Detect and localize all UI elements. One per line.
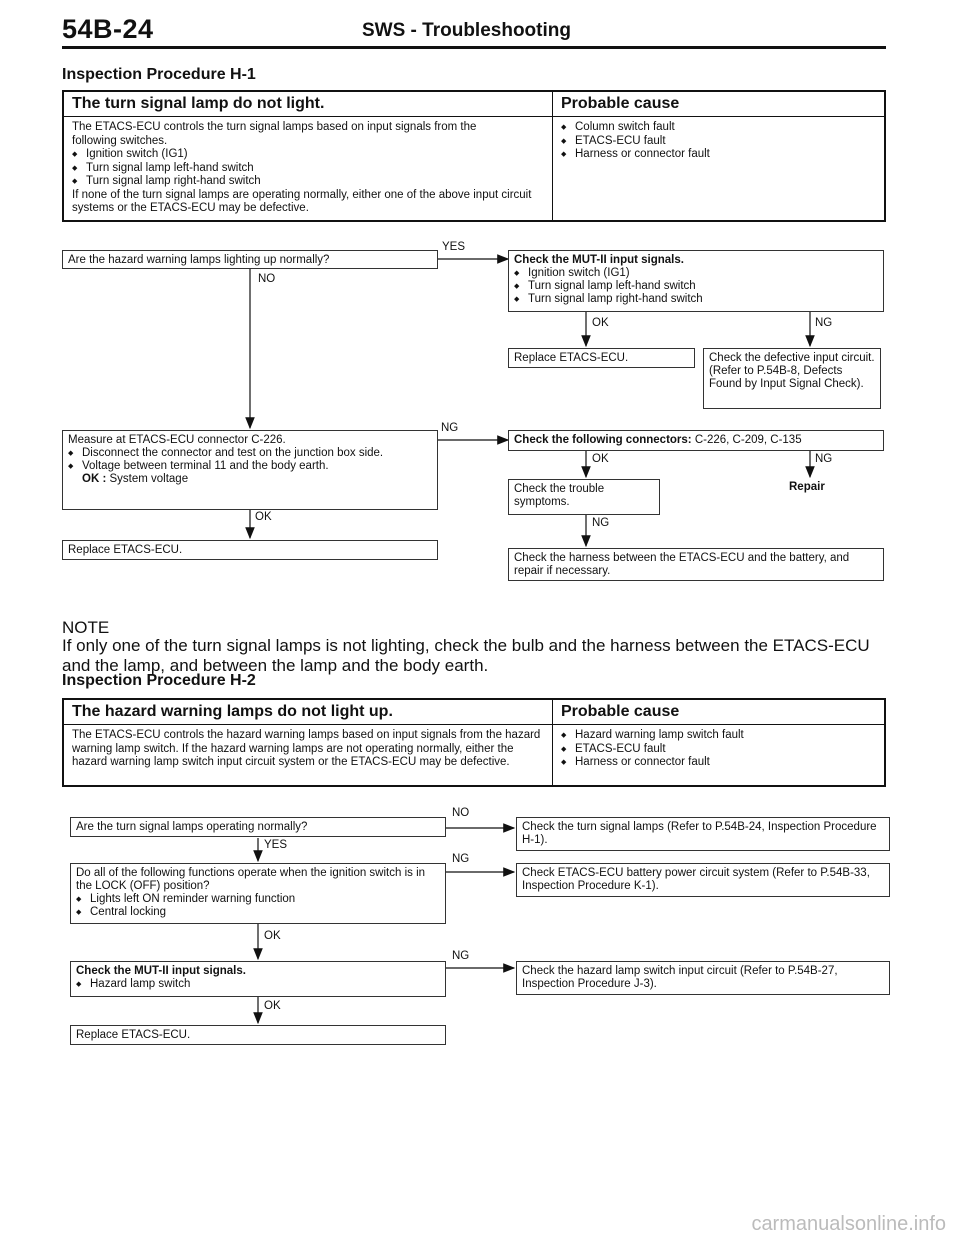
h1-switch-item: ◆ Turn signal lamp right-hand switch [72,175,544,189]
h2-battery-check: Check ETACS-ECU battery power circuit system (Refer to P.54B-33, Inspection Procedure K-1). [516,863,890,897]
h2-title: Inspection Procedure H-2 [62,672,256,689]
h1-cause-item: ◆ Harness or connector fault [561,148,876,162]
h2-mut-item: ◆ Hazard lamp switch [76,978,440,991]
h1-measure-title: Measure at ETACS-ECU connector C-226. [68,434,286,446]
h2-q2-ok: OK [264,930,281,942]
h1-measure-ok: OK [255,511,272,523]
h1-label-no: NO [258,273,276,285]
h1-mut-ng: NG [815,317,833,329]
h2-q-functions [70,863,446,924]
h2-description: The ETACS-ECU controls the hazard warning lamps based on input signals from the hazard warning lamp switch. If the hazard warning lamps are not operating normally, either the hazard warning lamp switch input circuit system or the ETACS-ECU may be defective. [63,725,553,787]
h1-trouble-symptoms: Check the trouble symptoms. [508,479,660,515]
h1-connectors-list: C-226, C-209, C-135 [694,434,802,446]
note-body: If only one of the turn signal lamps is not lighting, check the bulb and the harness between the ETACS-ECU and the lamp, and between the lamp and the body earth. [62,636,870,675]
h2-replace-ecu: Replace ETACS-ECU. [70,1025,446,1045]
h1-trouble-ng: NG [592,517,610,529]
h2-q2-text: Do all of the following functions operate when the ignition switch is in the LOCK (OFF) position? [76,867,426,892]
h1-title: Inspection Procedure H-1 [62,66,256,83]
h1-replace-ecu-2: Replace ETACS-ECU. [62,540,438,560]
h1-label-yes: YES [442,241,466,253]
h1-repair: Repair [789,481,825,493]
note-title: NOTE [62,618,110,637]
h1-q-hazard: Are the hazard warning lamps lighting up normally? [62,250,438,269]
h1-conn-ng: NG [815,453,833,465]
h2-mut-box [70,961,446,997]
h1-defective-input: Check the defective input circuit. (Refer to P.54B-8, Defects Found by Input Signal Check). [703,348,881,409]
h1-cause-item: ◆ ETACS-ECU fault [561,135,876,149]
h1-harness-check: Check the harness between the ETACS-ECU and the battery, and repair if necessary. [508,548,884,581]
h1-connectors-title: Check the following connectors: [514,434,692,446]
h1-symptom-header: The turn signal lamp do not light. [63,91,553,117]
h2-hazard-check: Check the hazard lamp switch input circuit (Refer to P.54B-27, Inspection Procedure J-3). [516,961,890,995]
h1-desc-line2: following switches. [72,134,168,147]
h1-measure-ok-label: OK : [82,473,107,485]
h2-q2-item: ◆ Lights left ON reminder warning function [76,893,440,906]
h1-mut-title: Check the MUT-II input signals. [514,254,684,266]
h1-cause-item: ◆ Column switch fault [561,121,876,135]
h2-symptom-header: The hazard warning lamps do not light up. [63,699,553,725]
h2-cause-header: Probable cause [553,699,886,725]
h2-q-turn: Are the turn signal lamps operating normally? [70,817,446,837]
h1-measure-ok-value: System voltage [109,473,189,485]
h2-q2-ng: NG [452,853,470,865]
h2-cause-item: ◆ Hazard warning lamp switch fault [561,729,876,743]
h2-causes [553,725,886,787]
watermark: carmanualsonline.info [751,1213,946,1235]
h2-label-yes: YES [264,839,288,851]
h1-mut-box [508,250,884,312]
h2-table [62,698,886,787]
page-code: 54B-24 [62,14,154,44]
h1-measure-item: ◆ Voltage between terminal 11 and the body earth. [68,460,432,473]
h1-mut-item: ◆ Turn signal lamp left-hand switch [514,280,878,293]
h1-desc-line1: The ETACS-ECU controls the turn signal lamps based on input signals from the [72,121,477,133]
h2-cause-item: ◆ ETACS-ECU fault [561,743,876,757]
h1-connectors-box [508,430,884,451]
h1-cause-header: Probable cause [553,91,886,117]
h2-cause-item: ◆ Harness or connector fault [561,756,876,770]
h1-measure-item: ◆ Disconnect the connector and test on the junction box side. [68,447,432,460]
h1-switch-item: ◆ Ignition switch (IG1) [72,148,544,162]
h1-measure-box [62,430,438,510]
h2-mut-ok: OK [264,1000,281,1012]
h1-mut-item: ◆ Turn signal lamp right-hand switch [514,293,878,306]
h1-replace-ecu-1: Replace ETACS-ECU. [508,348,695,368]
h2-q2-item: ◆ Central locking [76,906,440,919]
page-title: SWS - Troubleshooting [362,20,571,41]
h1-switch-item: ◆ Turn signal lamp left-hand switch [72,162,544,176]
h2-mut-title: Check the MUT-II input signals. [76,965,246,977]
h2-label-no: NO [452,807,470,819]
h1-conn-ok: OK [592,453,609,465]
h1-desc-end: If none of the turn signal lamps are operating normally, either one of the above input circuit systems or the ETACS-ECU may be defective. [72,188,532,214]
h1-measure-ng: NG [441,422,459,434]
h1-mut-ok: OK [592,317,609,329]
h1-mut-item: ◆ Ignition switch (IG1) [514,267,878,280]
h2-turn-check: Check the turn signal lamps (Refer to P.54B-24, Inspection Procedure H-1). [516,817,890,851]
h2-mut-ng: NG [452,950,470,962]
